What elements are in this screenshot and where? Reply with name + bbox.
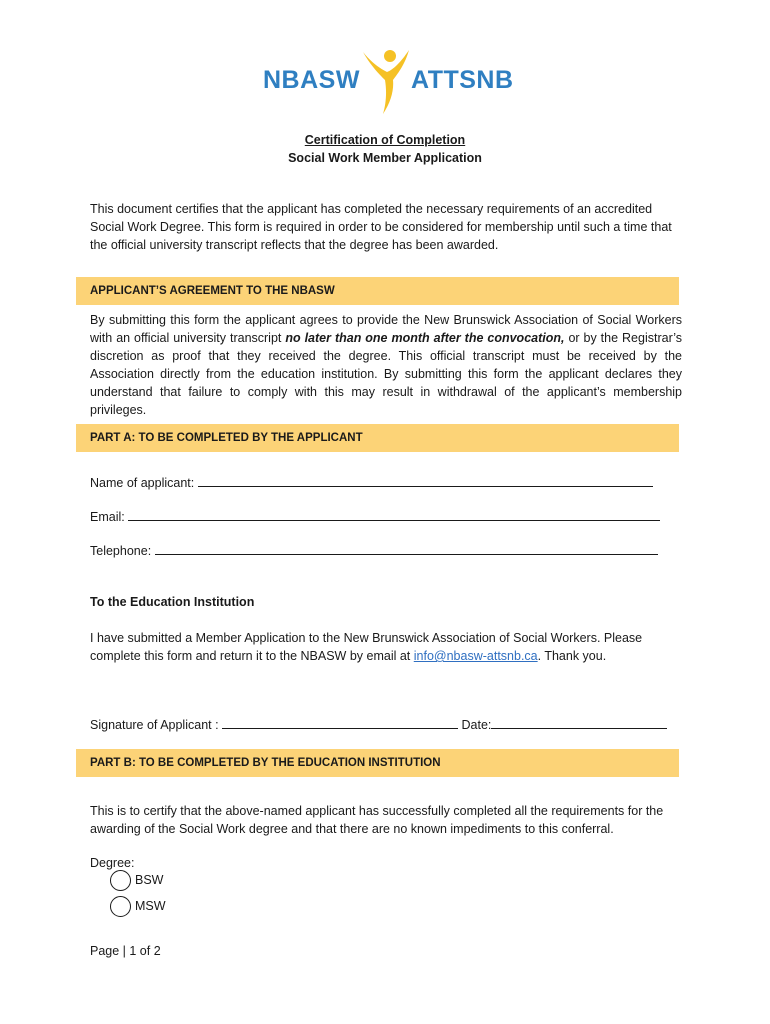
- radio-circle-icon[interactable]: [110, 870, 131, 891]
- email-label: Email:: [90, 510, 129, 524]
- title-line-2: Social Work Member Application: [288, 151, 482, 165]
- certify-paragraph: This is to certify that the above-named applicant has successfully completed all the requirements for the awarding of the Social Work degree and that there are no known impediments to this conferral.: [90, 804, 664, 836]
- signature-label: Signature of Applicant :: [90, 718, 223, 732]
- telephone-line[interactable]: [155, 543, 658, 555]
- education-institution-heading: To the Education Institution: [90, 595, 255, 609]
- agreement-paragraph: [90, 311, 682, 419]
- applicant-name-line[interactable]: [198, 475, 653, 487]
- email-link[interactable]: info@nbasw-attsnb.ca: [413, 649, 538, 663]
- applicant-name-label: Name of applicant:: [90, 476, 198, 490]
- agreement-section-header: APPLICANT’S AGREEMENT TO THE NBASW: [76, 277, 679, 305]
- nbasw-logo: [263, 44, 514, 116]
- signature-line[interactable]: [222, 717, 458, 729]
- radio-circle-icon[interactable]: [110, 896, 131, 917]
- agreement-text-after: or by the Registrar’s discretion as proof that they received the degree. This official transcript must be received by the Association directly from the education institution. By submitting this form the applicant declares they understand that failure to comply with this may result in withdrawal of the applicant’s membership privileges.: [90, 331, 682, 417]
- intro-paragraph: This document certifies that the applicant has completed the necessary requirements of an accredited Social Work Degree. This form is required in order to be considered for membership until such a time that the official university transcript reflects that the degree has been awarded.: [90, 202, 672, 252]
- date-label: Date:: [458, 718, 492, 732]
- logo-text-left: NBASW: [263, 66, 360, 94]
- degree-option-msw[interactable]: [110, 895, 166, 917]
- agreement-text-before: By submitting this form the applicant agrees to provide the New Brunswick Association of Social Workers with an official university transcript: [90, 313, 682, 345]
- date-line[interactable]: [491, 717, 667, 729]
- degree-option-bsw[interactable]: [110, 869, 163, 891]
- degree-label: Degree:: [90, 856, 135, 870]
- logo-figure-icon: [361, 44, 411, 116]
- document-title: [0, 131, 770, 167]
- part-b-header: PART B: TO BE COMPLETED BY THE EDUCATION INSTITUTION: [76, 749, 679, 777]
- applicant-name-field: [90, 474, 653, 492]
- telephone-field: [90, 542, 658, 560]
- degree-option-label: MSW: [135, 899, 166, 913]
- email-field: [90, 508, 660, 526]
- page-number: Page | 1 of 2: [90, 944, 161, 958]
- logo-text-right: ATTSNB: [411, 66, 514, 94]
- part-a-header: PART A: TO BE COMPLETED BY THE APPLICANT: [76, 424, 679, 452]
- education-text-after: . Thank you.: [537, 649, 607, 663]
- email-line[interactable]: [128, 509, 660, 521]
- signature-row: [90, 716, 667, 734]
- education-paragraph: [90, 629, 682, 665]
- agreement-emphasis: no later than one month after the convocation,: [285, 331, 565, 345]
- telephone-label: Telephone:: [90, 544, 155, 558]
- education-text-before: I have submitted a Member Application to the New Brunswick Association of Social Workers. Please complete this form and return it to the NBASW by email at: [90, 631, 643, 663]
- degree-option-label: BSW: [135, 873, 164, 887]
- title-line-1: Certification of Completion: [304, 133, 466, 147]
